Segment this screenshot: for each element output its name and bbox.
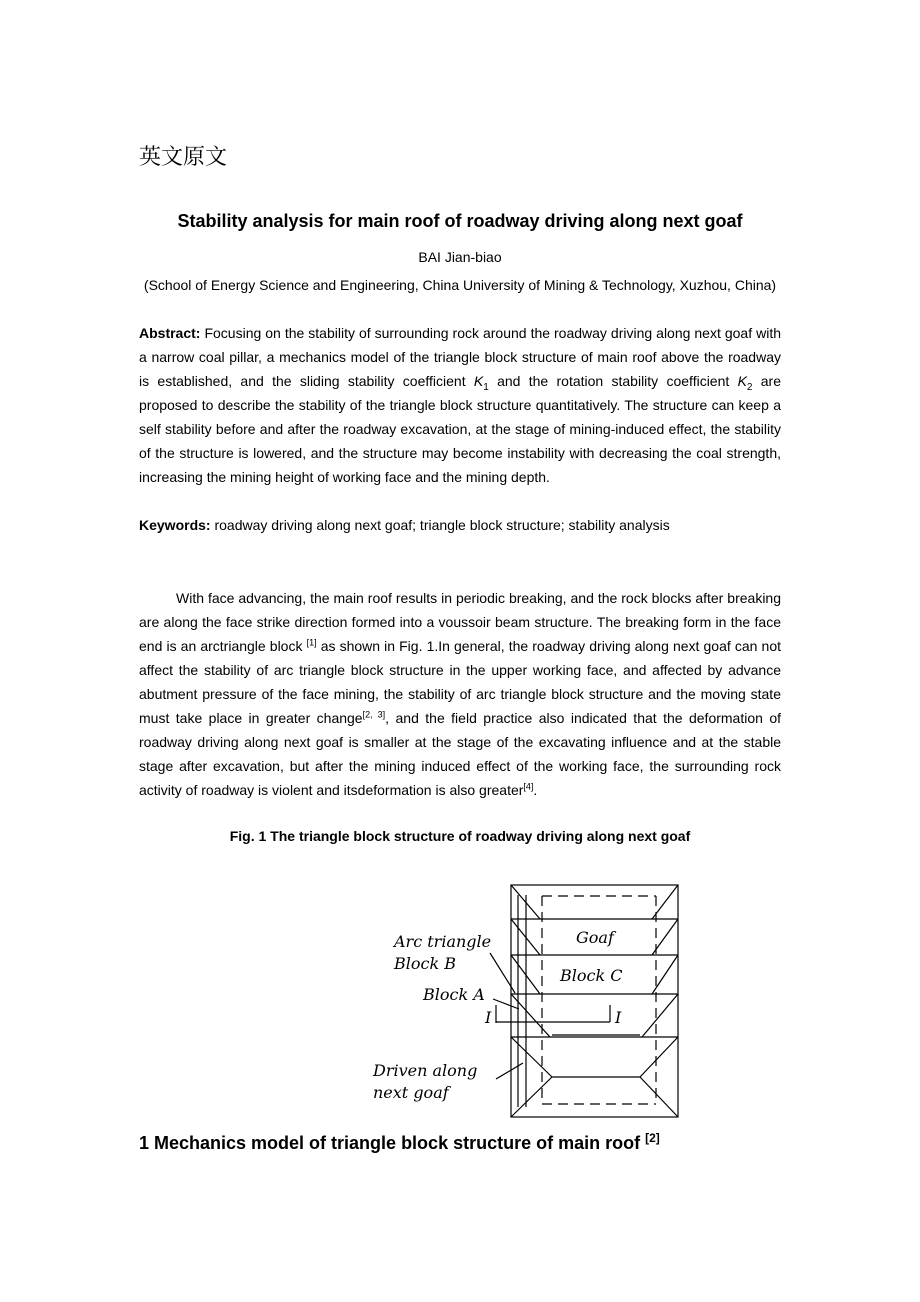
body-paragraph [139, 586, 781, 802]
k1-variable: K [473, 373, 484, 389]
label-block-b: Block B [394, 954, 457, 973]
label-block-a: Block A [423, 985, 485, 1004]
body-text-2: as shown in Fig. 1.In general, the roadway driving along next goaf can not affect the stability of arc triangle block structure in the upper working face, and affected by advance abutment pressure of the face mining, the stability of arc triangle block structure and the moving state must take place in greater change [139, 638, 781, 726]
label-arc-triangle: Arc triangle [394, 932, 492, 951]
citation-4: [4] [523, 781, 534, 792]
abstract-text-3: are proposed to describe the stability of the triangle block structure quantitatively. The structure can keep a self stability before and after the roadway excavation, at the stage of mining-induced effect, the stability of the structure is lowered, and the structure may become instability with decreasing the coal strength, increasing the mining height of working face and the mining depth. [139, 373, 782, 485]
author: BAI Jian-biao [418, 249, 502, 265]
k2-variable: K [737, 373, 747, 389]
section-title: 1 Mechanics model of triangle block structure of main roof [139, 1133, 646, 1153]
citation-1: [1] [306, 637, 317, 648]
figure-1 [360, 875, 690, 1130]
label-block-c: Block C [560, 966, 623, 985]
section-citation: [2] [645, 1131, 660, 1145]
k2-subscript: 2 [746, 381, 753, 393]
chinese-heading: 英文原文 [139, 145, 228, 170]
paper-title: Stability analysis for main roof of roadway driving along next goaf [177, 211, 743, 231]
label-next-goaf: next goaf [373, 1083, 449, 1102]
keywords [139, 513, 781, 537]
section-heading-1 [139, 1133, 660, 1154]
abstract-text-2: and the rotation stability coefficient [488, 373, 738, 389]
body-text-4: . [533, 782, 538, 798]
label-driven-along: Driven along [373, 1061, 478, 1080]
triangle-block-diagram [360, 875, 690, 1125]
abstract-text-1: Focusing on the stability of surrounding rock around the roadway driving along next goaf with a narrow coal pillar, a mechanics model of the triangle block structure of main roof above the roadway is established, and the sliding stability coefficient [139, 325, 781, 389]
keywords-label: Keywords: [139, 517, 211, 533]
leader-block-a [493, 999, 519, 1009]
leader-driven [496, 1063, 523, 1079]
label-goaf: Goaf [576, 928, 614, 947]
k1-subscript: 1 [483, 381, 489, 393]
affiliation: (School of Energy Science and Engineering, China University of Mining & Technology, Xuzhou, China) [143, 277, 777, 293]
body-text-1: With face advancing, the main roof results in periodic breaking, and the rock blocks after breaking are along the face strike direction formed into a voussoir beam structure. The breaking form in the face end is an arctriangle block [139, 590, 781, 654]
figure-caption: Fig. 1 The triangle block structure of roadway driving along next goaf [229, 828, 691, 844]
label-section-left: I [485, 1008, 492, 1027]
abstract-label: Abstract: [139, 325, 201, 341]
outer-frame [511, 885, 678, 1117]
body-text-3: , and the field practice also indicated that the deformation of roadway driving along next goaf is smaller at the stage of the excavating influence and at the stable stage after excavation, but after the mining induced effect of the working face, the surrounding rock activity of roadway is violent and itsdeformation is also greater [139, 710, 782, 798]
abstract [139, 321, 781, 489]
keywords-text: roadway driving along next goaf; triangle block structure; stability analysis [210, 517, 670, 533]
citation-2-3: [2, 3] [362, 709, 386, 720]
label-section-right: I [615, 1008, 622, 1027]
